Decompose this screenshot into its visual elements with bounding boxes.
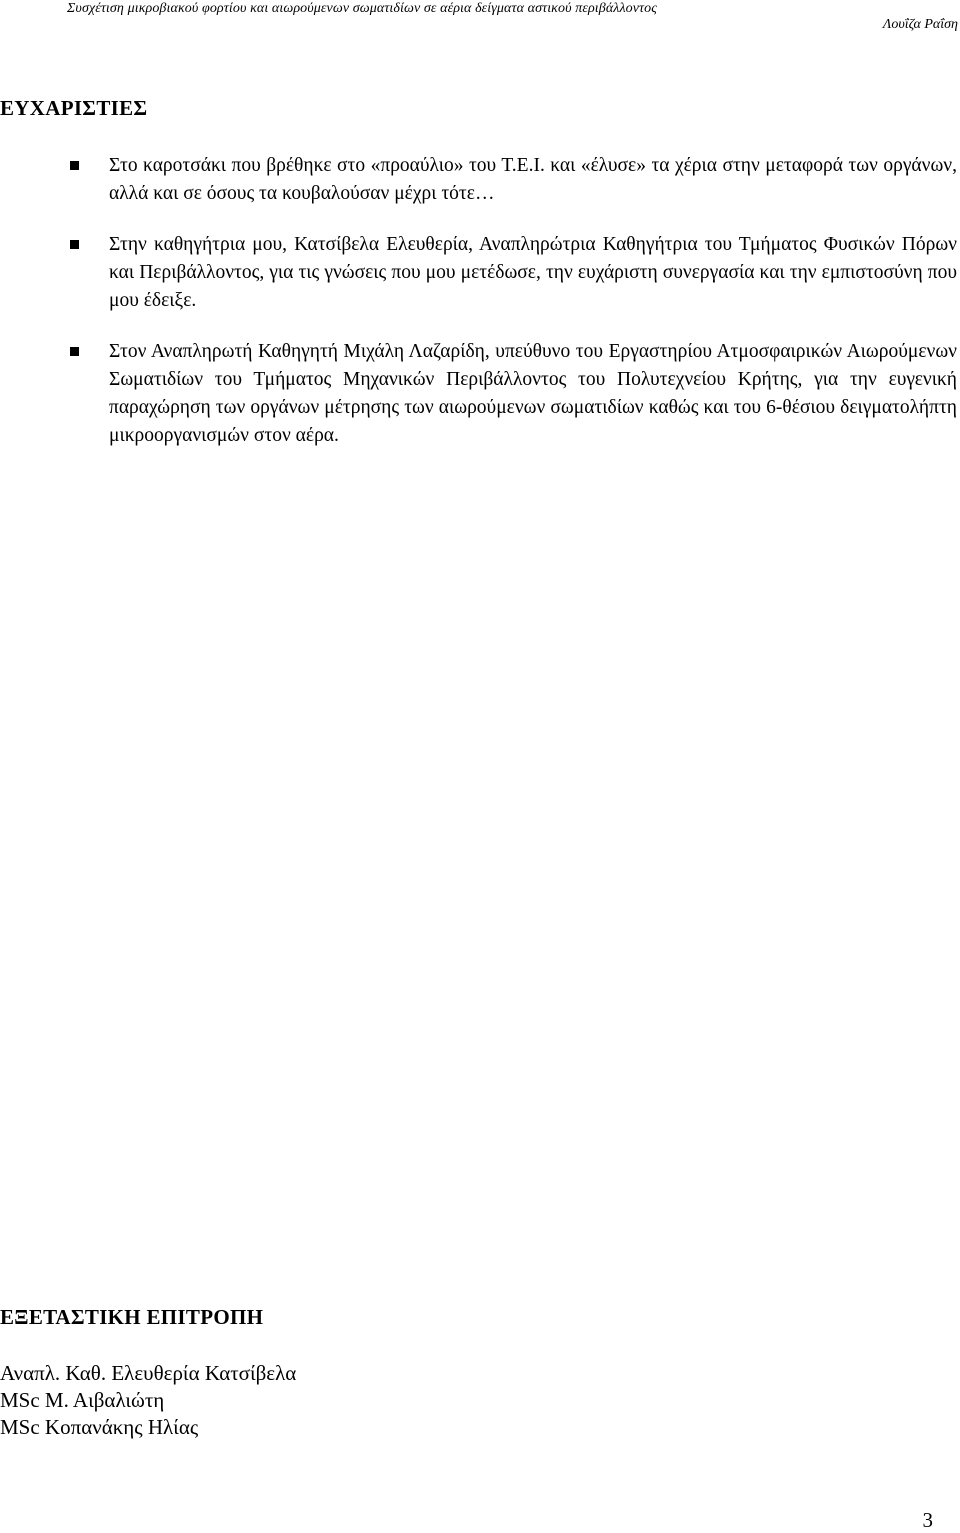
page-number: 3 xyxy=(922,1508,933,1532)
list-item-text: Στο καροτσάκι που βρέθηκε στο «προαύλιο» του Τ.Ε.Ι. και «έλυσε» τα χέρια στην μεταφορά των οργάνων, αλλά και σε όσους τα κουβαλούσαν μέχρι τότε… xyxy=(109,155,957,204)
acknowledgements-heading: ΕΥΧΑΡΙΣΤΙΕΣ xyxy=(0,96,148,120)
running-header-title: Συσχέτιση μικροβιακού φορτίου και αιωρούμενων σωματιδίων σε αέρια δείγματα αστικού περιβάλλοντος xyxy=(67,1,658,16)
committee-member: MSc Κοπανάκης Ηλίας xyxy=(0,1415,199,1439)
committee-members xyxy=(0,1360,296,1441)
list-item xyxy=(0,231,957,315)
acknowledgements-list xyxy=(0,152,957,450)
list-item xyxy=(0,338,957,450)
running-header-author: Λουΐζα Ραΐση xyxy=(882,17,958,32)
list-item-text: Στην καθηγήτρια μου, Κατσίβελα Ελευθερία, Αναπληρώτρια Καθηγήτρια του Τμήματος Φυσικών Πόρων και Περιβάλλοντος, για τις γνώσεις που μου μετέδωσε, την ευχάριστη συνεργασία και την εμπιστοσύνη που μου έδειξε. xyxy=(109,234,957,311)
list-item xyxy=(0,152,957,208)
square-bullet-icon xyxy=(70,347,79,356)
square-bullet-icon xyxy=(70,240,79,249)
committee-heading: ΕΞΕΤΑΣΤΙΚΗ ΕΠΙΤΡΟΠΗ xyxy=(0,1305,264,1329)
committee-member: MSc Μ. Αιβαλιώτη xyxy=(0,1388,165,1412)
list-item-text: Στον Αναπληρωτή Καθηγητή Μιχάλη Λαζαρίδη, υπεύθυνο του Εργαστηρίου Ατμοσφαιρικών Αιωρούμενων Σωματιδίων του Τμήματος Μηχανικών Περιβάλλοντος του Πολυτεχνείου Κρήτης, για την ευγενική παραχώρηση των οργάνων μέτρησης των αιωρούμενων σωματιδίων καθώς και του 6-θέσιου δειγματολήπτη μικροοργανισμών στον αέρα. xyxy=(109,341,957,446)
committee-member: Αναπλ. Καθ. Ελευθερία Κατσίβελα xyxy=(0,1361,297,1385)
square-bullet-icon xyxy=(70,161,79,170)
